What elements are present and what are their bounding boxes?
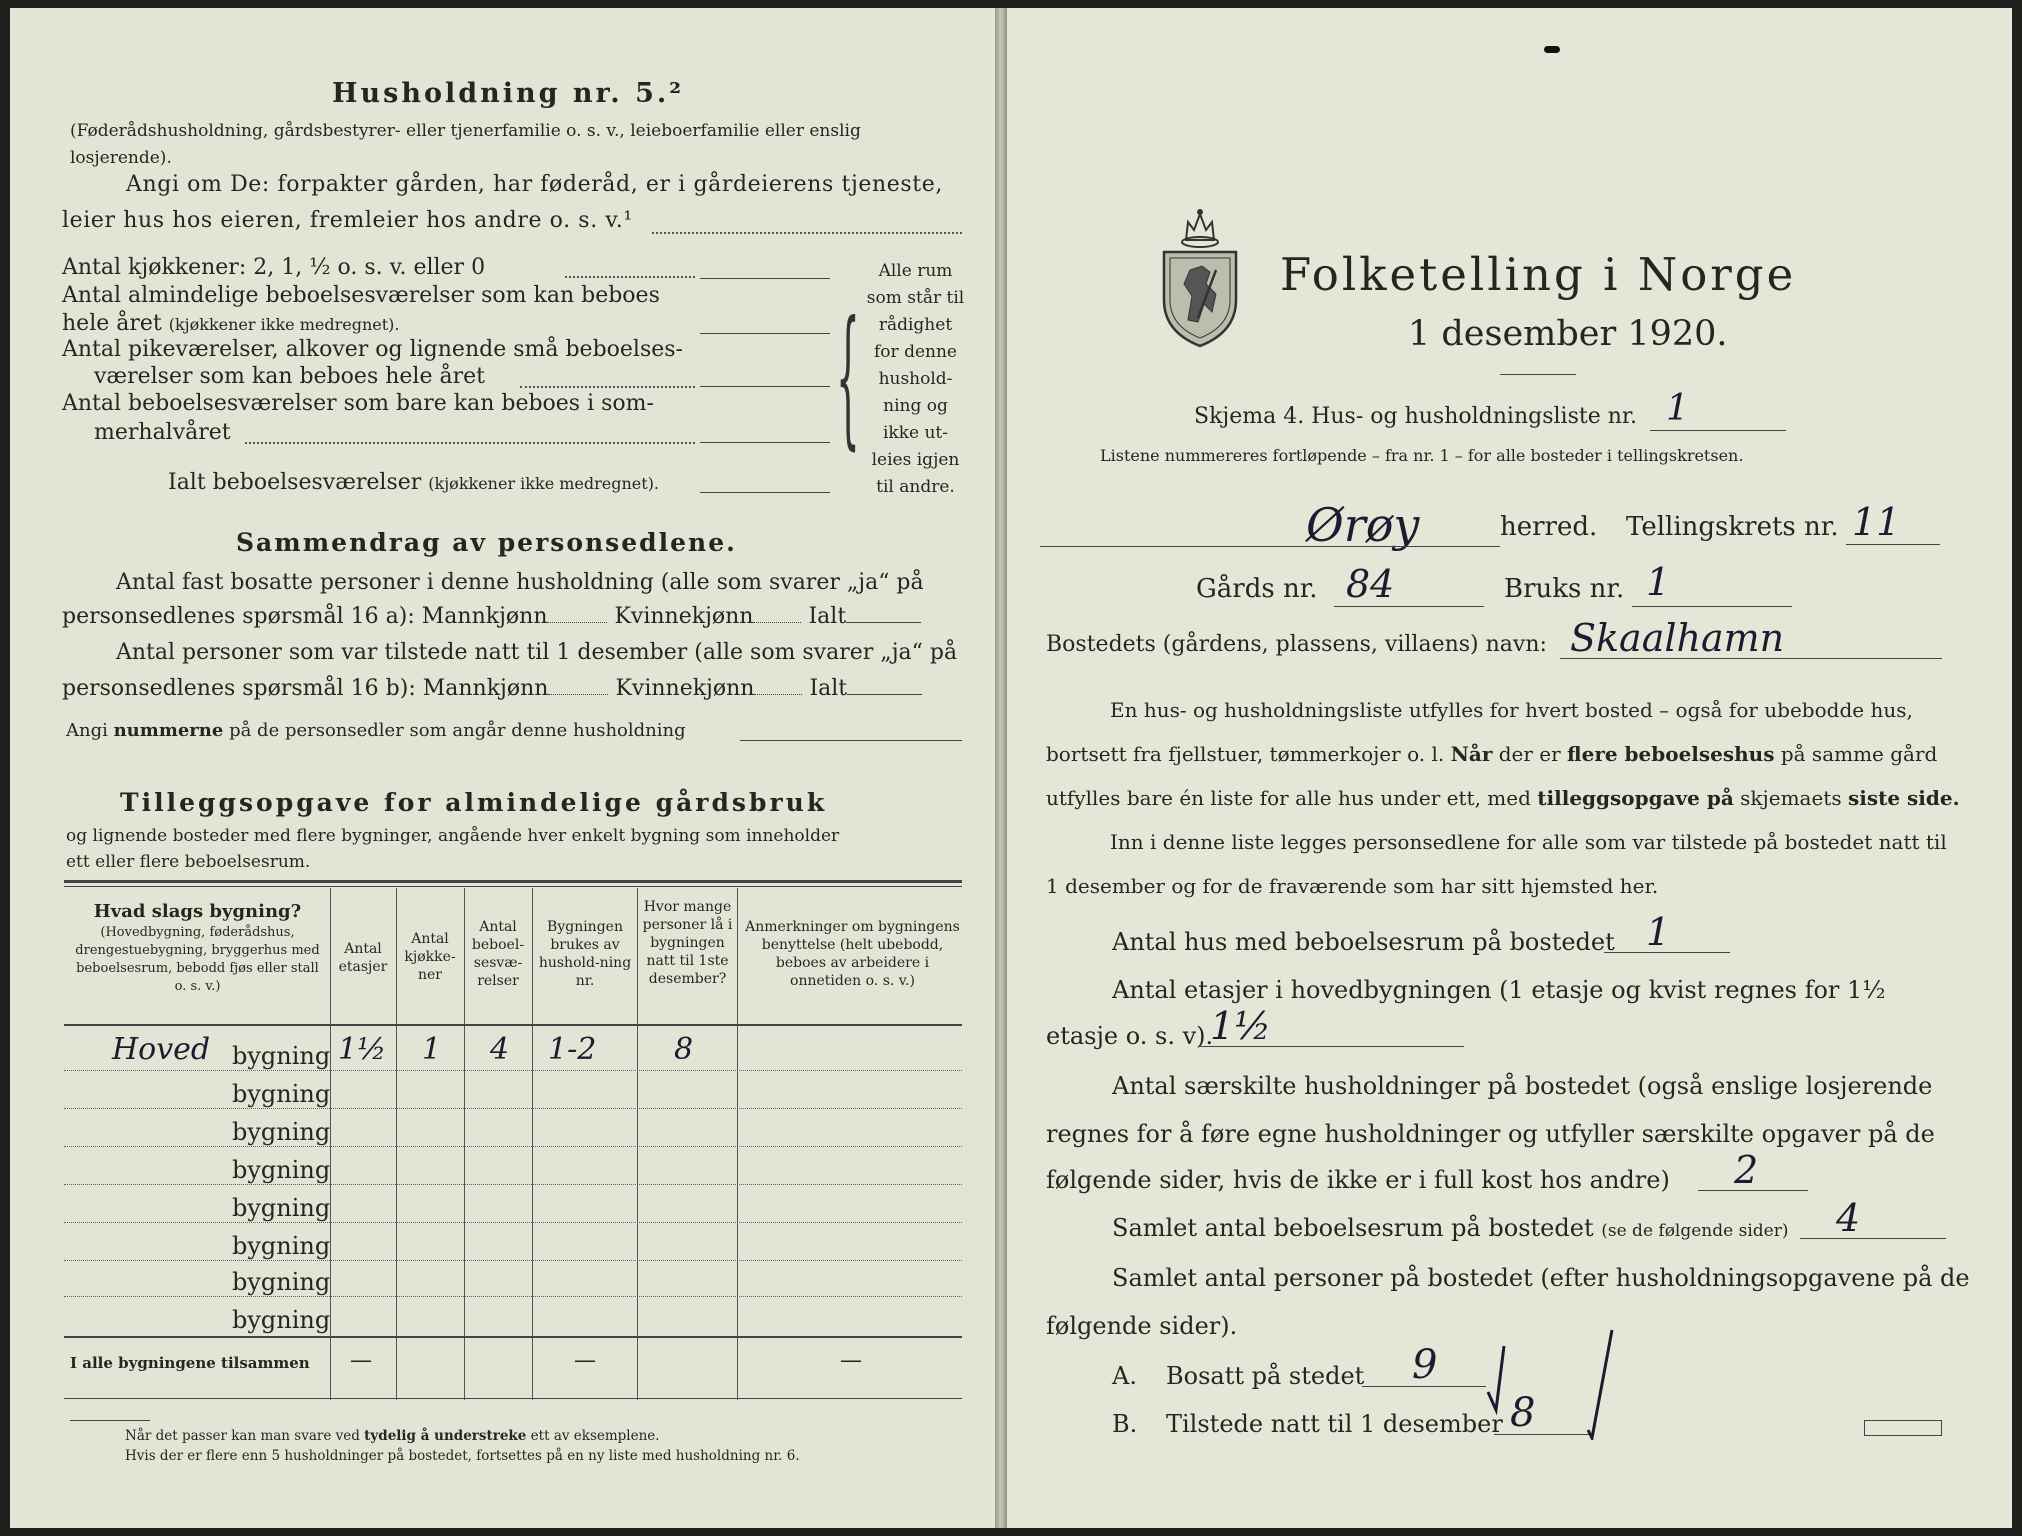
side-note-line: leies igjen	[871, 450, 960, 470]
maid-rooms-label-2: værelser som kan beboes hele året	[94, 364, 485, 389]
header-kitchens: Antal kjøkke-ner	[404, 931, 456, 983]
supplement-sub-1: og lignende bosteder med flere bygninger, angående hver enkelt bygning som inneholder	[66, 826, 840, 846]
summary-2b-text: personsedlenes spørsmål 16 b): Mannkjønn	[62, 676, 549, 701]
footnote-1-bold: tydelig å understreke	[364, 1428, 527, 1444]
page-fold	[995, 8, 1007, 1528]
header-building-title: Hvad slags bygning?	[93, 901, 302, 922]
q-etasjer-line-1: Antal etasjer i hovedbygningen (1 etasje og kvist regnes for 1½	[1112, 976, 1886, 1004]
maid-dots	[520, 386, 695, 388]
row-label: bygning	[232, 1042, 331, 1070]
checkmark-strokes	[1470, 1310, 1640, 1440]
maid-rooms-label-1: Antal pikeværelser, alkover og lignende små beboelses-	[62, 337, 683, 362]
summary-2a: Antal personer som var tilstede natt til 1 desember (alle som svarer „ja“ på	[116, 640, 958, 665]
tellingskrets-label: Tellingskrets nr.	[1626, 512, 1839, 542]
side-note-line: Alle rum	[878, 261, 953, 281]
q-hus-value: 1	[1646, 910, 1671, 954]
row-1-persons: 8	[674, 1032, 694, 1067]
col-divider	[464, 888, 465, 1400]
a-label: A.	[1112, 1362, 1137, 1390]
q-hush-line-3: følgende sider, hvis de ikke er i full kost hos andre)	[1046, 1166, 1670, 1194]
table-top-line	[64, 880, 962, 883]
header-used: Bygningen brukes av hushold-ning nr.	[538, 919, 632, 989]
gards-line	[1334, 606, 1484, 607]
household-title: Husholdning nr. 5.²	[332, 78, 685, 109]
footnote-1-post: ett av eksemplene.	[526, 1428, 660, 1444]
b-label: B.	[1112, 1410, 1138, 1438]
bruks-value: 1	[1646, 560, 1671, 604]
total-answer-line	[700, 492, 830, 493]
summary-1b	[62, 604, 921, 629]
total-row-label: I alle bygningene tilsammen	[70, 1354, 310, 1372]
household-subtitle: (Føderådshusholdning, gårdsbestyrer- eller tjenerfamilie o. s. v., leieboerfamilie eller enslig losjerende).	[70, 121, 861, 168]
skjema-line	[1650, 430, 1786, 431]
angi-nummerne-pre: Angi	[66, 720, 114, 741]
a-text: Bosatt på stedet	[1166, 1362, 1365, 1390]
rooms-brace: {	[836, 290, 860, 464]
skjema-label: Skjema 4. Hus- og husholdningsliste nr.	[1194, 404, 1637, 429]
q-etasjer-line	[1200, 1046, 1464, 1047]
col-divider	[637, 888, 638, 1400]
para1-line-b	[1046, 742, 1937, 766]
header-building	[70, 900, 325, 996]
para1c-pre: utfylles bare én liste for alle hus under ett, med	[1046, 786, 1538, 810]
row-line	[64, 1222, 962, 1223]
para1c-bold1: tilleggsopgave på	[1537, 786, 1734, 810]
para1-line-c	[1046, 786, 1960, 810]
bosted-line	[1560, 658, 1942, 659]
angi-line-2: leier hus hos eieren, fremleier hos andre o. s. v.¹	[62, 208, 633, 233]
footnote-1	[125, 1428, 660, 1444]
table-bottom-line	[64, 1398, 962, 1399]
para2-line-a: Inn i denne liste legges personsedlene for alle som var tilstede på bostedet natt til	[1110, 830, 1947, 854]
row-line	[64, 1296, 962, 1297]
summary-title: Sammendrag av personsedlene.	[236, 528, 737, 557]
kitchens-answer-line	[700, 278, 830, 279]
angi-nummerne-line	[740, 740, 962, 741]
header-bottom-line	[64, 1024, 962, 1026]
q-etasjer-value: 1½	[1210, 1004, 1272, 1048]
bosted-label: Bostedets (gårdens, plassens, villaens) navn:	[1046, 632, 1547, 657]
total-dash: —	[350, 1348, 372, 1373]
col-divider	[737, 888, 738, 1400]
row-line	[64, 1260, 962, 1261]
para2-line-b: 1 desember og for de fraværende som har sitt hjemsted her.	[1046, 874, 1659, 898]
header-remarks: Anmerkninger om bygningens benyttelse (helt ubebodd, beboes av arbeidere i onnetiden o. s. v.)	[745, 919, 960, 989]
rooms-side-note	[858, 258, 973, 501]
skjema-value: 1	[1666, 388, 1689, 429]
footnote-2: Hvis der er flere enn 5 husholdninger på bostedet, fortsettes på en ny liste med husholdning nr. 6.	[125, 1448, 800, 1464]
tellingskrets-value: 11	[1852, 500, 1901, 544]
kvinne-label: Kvinnekjønn	[615, 676, 755, 701]
para1-line-a: En hus- og husholdningsliste utfylles for hvert bosted – også for ubebodde hus,	[1110, 698, 1913, 722]
q-pers-line-2: følgende sider).	[1046, 1312, 1238, 1340]
q-rum-small: (se de følgende sider)	[1601, 1221, 1789, 1241]
herred-label: herred.	[1500, 512, 1598, 542]
para1c-bold2: siste side.	[1847, 786, 1960, 810]
kitchens-label: Antal kjøkkener: 2, 1, ½ o. s. v. eller 0	[62, 255, 486, 280]
ordinary-rooms-label-2	[62, 311, 399, 336]
row-1-rooms: 4	[490, 1032, 510, 1067]
para1b-pre: bortsett fra fjellstuer, tømmerkojer o. l.	[1046, 742, 1451, 766]
title-rule	[1500, 374, 1576, 375]
row-line	[64, 1070, 962, 1071]
header-floors: Antal etasjer	[338, 941, 388, 975]
ordinary-answer-line	[700, 333, 830, 334]
row-label: bygning	[232, 1306, 331, 1334]
side-note-line: ikke ut-	[882, 423, 949, 443]
census-date: 1 desember 1920.	[1408, 314, 1728, 354]
total-rooms-small: (kjøkkener ikke medregnet).	[428, 474, 660, 493]
header-persons: Hvor mange personer lå i bygningen natt til 1ste desember?	[642, 899, 733, 987]
herred-line	[1040, 546, 1500, 547]
listene-note: Listene nummereres fortløpende – fra nr. 1 – for alle bosteder i tellingskretsen.	[1100, 446, 1744, 465]
summer-rooms-label-1: Antal beboelsesværelser som bare kan beboes i som-	[62, 391, 654, 416]
q-rum-line	[1800, 1238, 1946, 1239]
para1c-mid: skjemaets	[1733, 786, 1848, 810]
ialt-label: Ialt	[809, 676, 848, 701]
q-hus-line	[1604, 952, 1730, 953]
a-line	[1362, 1386, 1486, 1387]
footnote-1-pre: Når det passer kan man svare ved	[125, 1428, 365, 1444]
row-1-floors: 1½	[338, 1032, 387, 1067]
angi-answer-line	[652, 232, 962, 234]
col-divider	[396, 888, 397, 1400]
q-hush-line-1: Antal særskilte husholdninger på bostedet (også enslige losjerende	[1112, 1072, 1933, 1100]
coat-of-arms-icon	[1158, 200, 1242, 350]
header-rooms: Antal beboel-sesvæ-relser	[471, 919, 525, 989]
bruks-line	[1632, 606, 1792, 607]
row-label: bygning	[232, 1194, 331, 1222]
row-line	[64, 1184, 962, 1185]
para1b-post: på samme gård	[1774, 742, 1938, 766]
printer-stamp	[1864, 1420, 1942, 1436]
bosted-value: Skaalhamn	[1570, 616, 1785, 660]
side-note-line: for denne	[874, 342, 957, 362]
summer-dots	[245, 442, 695, 444]
ordinary-rooms-label-2-small: (kjøkkener ikke medregnet).	[168, 315, 400, 334]
supplement-title: Tilleggsopgave for almindelige gårdsbruk	[120, 788, 828, 817]
row-line	[64, 1146, 962, 1147]
summer-rooms-label-2: merhalvåret	[94, 420, 231, 445]
side-note-line: ning og	[883, 396, 948, 416]
summary-2b	[62, 676, 922, 701]
census-title: Folketelling i Norge	[1280, 248, 1797, 301]
row-label: bygning	[232, 1268, 331, 1296]
para1b-mid: der er	[1492, 742, 1568, 766]
ialt-label: Ialt	[808, 604, 847, 629]
angi-nummerne	[66, 720, 686, 741]
para1b-bold1: Når	[1450, 742, 1493, 766]
ordinary-rooms-label-2-text: hele året	[62, 311, 162, 336]
q-hus-label: Antal hus med beboelsesrum på bostedet	[1112, 928, 1615, 956]
a-value: 9	[1412, 1342, 1438, 1388]
footnote-rule	[70, 1420, 150, 1421]
header-building-sub: (Hovedbygning, føderådshus, drengestuebygning, bryggerhus med beboelsesrum, bebodd fjøs eller stall o. s. v.)	[75, 925, 320, 994]
row-label: bygning	[232, 1080, 331, 1108]
kvinne-label: Kvinnekjønn	[614, 604, 754, 629]
table-top-line-2	[64, 886, 962, 887]
q-etasjer-line-2: etasje o. s. v).	[1046, 1022, 1214, 1050]
side-note-line: rådighet	[878, 315, 953, 335]
bruks-label: Bruks nr.	[1504, 574, 1625, 604]
total-row-top-line	[64, 1336, 962, 1338]
supplement-sub-2: ett eller flere beboelsesrum.	[66, 852, 311, 872]
angi-nummerne-post: på de personsedler som angår denne husholdning	[223, 720, 686, 741]
row-label: bygning	[232, 1118, 331, 1146]
total-dash: —	[840, 1348, 862, 1373]
side-note-line: som står til	[866, 288, 965, 308]
ink-spot	[1544, 46, 1560, 53]
angi-nummerne-bold: nummerne	[113, 720, 224, 741]
ordinary-rooms-label-1: Antal almindelige beboelsesværelser som kan beboes	[62, 283, 660, 308]
herred-value: Ørøy	[1306, 498, 1420, 552]
row-1-kitchens: 1	[422, 1032, 442, 1067]
q-rum-label	[1112, 1214, 1788, 1242]
row-label: bygning	[232, 1232, 331, 1260]
q-hush-value: 2	[1734, 1148, 1759, 1192]
side-note-line: til andre.	[876, 477, 955, 497]
q-pers-line-1: Samlet antal personer på bostedet (efter husholdningsopgavene på de	[1112, 1264, 1970, 1292]
b-text: Tilstede natt til 1 desember	[1166, 1410, 1503, 1438]
maid-answer-line	[700, 386, 830, 387]
tellingskrets-line	[1846, 544, 1940, 545]
left-page	[10, 8, 995, 1528]
total-rooms-label	[168, 470, 659, 495]
row-1-used: 1-2	[548, 1032, 597, 1067]
col-divider	[532, 888, 533, 1400]
total-rooms-text: Ialt beboelsesværelser	[168, 470, 422, 495]
gards-value: 84	[1346, 562, 1395, 606]
q-hush-line	[1698, 1190, 1808, 1191]
q-rum-text: Samlet antal beboelsesrum på bostedet	[1112, 1214, 1594, 1242]
para1b-bold2: flere beboelseshus	[1567, 742, 1775, 766]
summer-answer-line	[700, 442, 830, 443]
q-hush-line-2: regnes for å føre egne husholdninger og utfyller særskilte opgaver på de	[1046, 1120, 1935, 1148]
angi-line-1: Angi om De: forpakter gården, har føderåd, er i gårdeierens tjeneste,	[126, 172, 943, 197]
kitchens-dots	[565, 276, 695, 278]
side-note-line: hushold-	[878, 369, 953, 389]
row-line	[64, 1108, 962, 1109]
row-label: bygning	[232, 1156, 331, 1184]
summary-1a: Antal fast bosatte personer i denne husholdning (alle som svarer „ja“ på	[116, 570, 924, 595]
b-value: 8	[1510, 1390, 1536, 1436]
row-1-name: Hoved	[112, 1032, 211, 1067]
total-dash: —	[574, 1348, 596, 1373]
summary-1b-text: personsedlenes spørsmål 16 a): Mannkjønn	[62, 604, 548, 629]
gards-label: Gårds nr.	[1196, 574, 1318, 604]
q-rum-value: 4	[1836, 1196, 1861, 1240]
